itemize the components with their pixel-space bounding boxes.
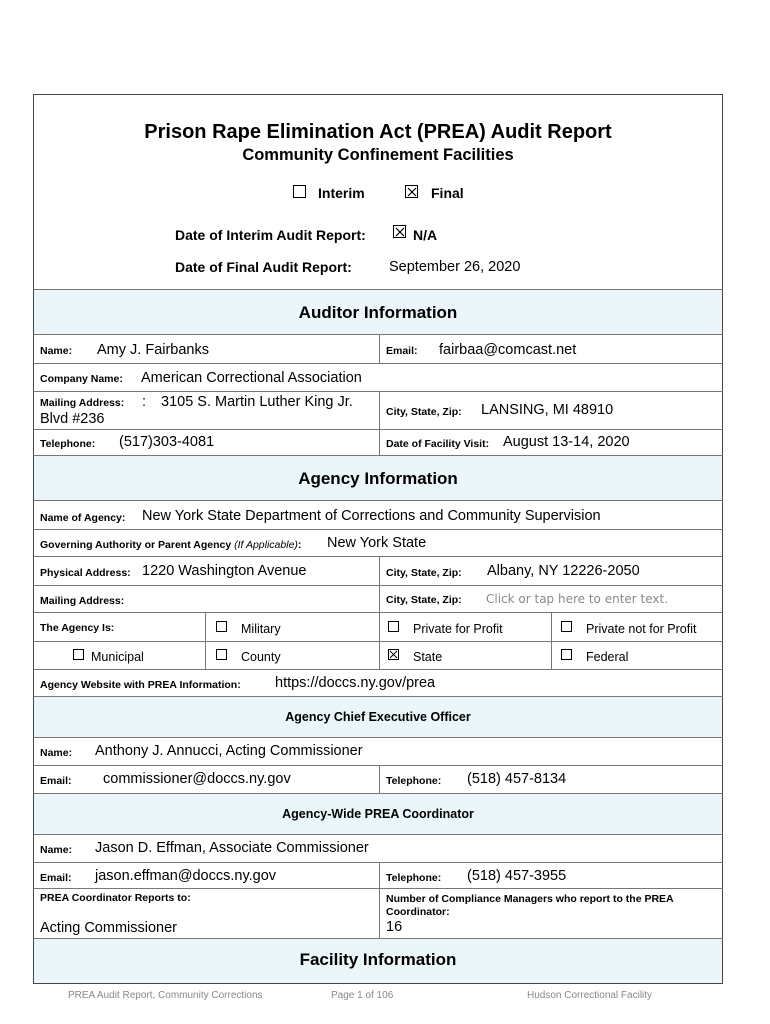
- na-checkbox[interactable]: [393, 225, 406, 238]
- divider: [33, 556, 723, 557]
- final-date-label: Date of Final Audit Report:: [175, 259, 352, 275]
- report-subtitle: Community Confinement Facilities: [242, 146, 514, 164]
- reports-to[interactable]: Acting Commissioner: [40, 920, 177, 936]
- coordinator-email-label: Email:: [40, 872, 72, 884]
- ceo-name[interactable]: Anthony J. Annucci, Acting Commissioner: [95, 743, 363, 759]
- divider: [33, 641, 723, 642]
- col-divider: [379, 391, 380, 455]
- physical-address[interactable]: 1220 Washington Avenue: [142, 563, 307, 579]
- coordinator-email[interactable]: jason.effman@doccs.ny.gov: [95, 868, 277, 884]
- managers-label-2: Coordinator:: [386, 906, 450, 918]
- managers-label-1: Number of Compliance Managers who report to the PREA: [386, 893, 674, 905]
- divider: [33, 391, 723, 392]
- footer-right: Hudson Correctional Facility: [527, 990, 653, 1001]
- auditor-csz-label: City, State, Zip:: [386, 406, 462, 418]
- final-label: Final: [431, 185, 464, 201]
- private-profit-checkbox[interactable]: [388, 621, 399, 632]
- reports-to-label: PREA Coordinator Reports to:: [40, 892, 191, 904]
- mail-csz-input[interactable]: Click or tap here to enter text.: [486, 592, 669, 606]
- auditor-name[interactable]: Amy J. Fairbanks: [97, 342, 209, 358]
- gov-authority-note: (If Applicable): [234, 539, 298, 551]
- interim-checkbox[interactable]: [293, 185, 306, 198]
- facility-section-title: Facility Information: [299, 950, 457, 969]
- website-label: Agency Website with PREA Information:: [40, 679, 241, 691]
- mailing-line1[interactable]: 3105 S. Martin Luther King Jr.: [161, 394, 353, 410]
- divider: [33, 669, 723, 670]
- agency-website[interactable]: https://doccs.ny.gov/prea: [275, 675, 436, 691]
- mailing-label: Mailing Address:: [40, 397, 125, 409]
- final-checkbox[interactable]: [405, 185, 418, 198]
- mailing-address-label: Mailing Address:: [40, 595, 125, 607]
- municipal-checkbox[interactable]: [73, 649, 84, 660]
- divider: [33, 429, 723, 430]
- col-divider: [379, 765, 380, 793]
- footer-page-number: Page 1 of 106: [331, 990, 394, 1001]
- agency-section-title: Agency Information: [298, 469, 458, 488]
- auditor-name-label: Name:: [40, 345, 73, 357]
- col-divider: [551, 612, 552, 669]
- ceo-name-label: Name:: [40, 747, 73, 759]
- coordinator-phone[interactable]: (518) 457-3955: [467, 868, 567, 884]
- col-divider: [379, 556, 380, 612]
- auditor-phone[interactable]: (517)303-4081: [119, 434, 215, 450]
- gov-authority-label-text: Governing Authority or Parent Agency: [40, 539, 232, 551]
- check-x-icon: [388, 649, 399, 660]
- footer-left: PREA Audit Report, Community Corrections: [68, 990, 263, 1001]
- col-divider: [379, 612, 380, 669]
- coordinator-section-title: Agency-Wide PREA Coordinator: [282, 807, 474, 821]
- interim-date-value: N/A: [413, 227, 438, 243]
- divider: [33, 765, 723, 766]
- municipal-label: Municipal: [91, 650, 144, 664]
- divider: [33, 334, 723, 335]
- state-checkbox[interactable]: [388, 649, 399, 660]
- ceo-phone[interactable]: (518) 457-8134: [467, 771, 567, 787]
- company-label: Company Name:: [40, 373, 123, 385]
- federal-label: Federal: [586, 650, 629, 664]
- ceo-section-title: Agency Chief Executive Officer: [285, 710, 471, 724]
- gov-authority[interactable]: New York State: [327, 535, 427, 551]
- divider: [33, 862, 723, 863]
- divider: [33, 500, 723, 501]
- mailing-line2[interactable]: Blvd #236: [40, 411, 105, 427]
- divider: [33, 888, 723, 889]
- col-divider: [379, 862, 380, 938]
- final-date-value: September 26, 2020: [389, 259, 521, 275]
- military-label: Military: [241, 622, 281, 636]
- interim-date-label: Date of Interim Audit Report:: [175, 227, 366, 243]
- federal-checkbox[interactable]: [561, 649, 572, 660]
- agency-csz[interactable]: Albany, NY 12226-2050: [487, 563, 640, 579]
- check-x-icon: [394, 226, 407, 239]
- company-name[interactable]: American Correctional Association: [141, 370, 362, 386]
- mail-csz-label: City, State, Zip:: [386, 594, 462, 606]
- private-nonprofit-label: Private not for Profit: [586, 622, 697, 636]
- coordinator-name-label: Name:: [40, 844, 73, 856]
- interim-label: Interim: [318, 185, 365, 201]
- ceo-phone-label: Telephone:: [386, 775, 442, 787]
- agency-name[interactable]: New York State Department of Corrections and Community Supervision: [142, 508, 601, 524]
- county-checkbox[interactable]: [216, 649, 227, 660]
- managers-count[interactable]: 16: [386, 919, 403, 935]
- auditor-email-label: Email:: [386, 345, 418, 357]
- gov-authority-colon: :: [297, 539, 302, 551]
- gov-authority-label: [40, 539, 301, 551]
- coordinator-name[interactable]: Jason D. Effman, Associate Commissioner: [95, 840, 369, 856]
- coordinator-phone-label: Telephone:: [386, 872, 442, 884]
- divider: [33, 529, 723, 530]
- check-x-icon: [406, 186, 419, 199]
- auditor-phone-label: Telephone:: [40, 438, 96, 450]
- divider: [33, 363, 723, 364]
- auditor-csz[interactable]: LANSING, MI 48910: [481, 402, 614, 418]
- divider: [33, 585, 723, 586]
- report-title: Prison Rape Elimination Act (PREA) Audit Report: [144, 121, 612, 143]
- visit-date-label: Date of Facility Visit:: [386, 438, 490, 450]
- col-divider: [205, 612, 206, 669]
- auditor-section-title: Auditor Information: [298, 303, 458, 322]
- col-divider: [379, 334, 380, 363]
- private-nonprofit-checkbox[interactable]: [561, 621, 572, 632]
- private-profit-label: Private for Profit: [413, 622, 503, 636]
- divider: [33, 834, 723, 835]
- divider: [33, 737, 723, 738]
- county-label: County: [241, 650, 281, 664]
- visit-date[interactable]: August 13-14, 2020: [503, 434, 630, 450]
- auditor-email[interactable]: fairbaa@comcast.net: [439, 342, 577, 358]
- agency-name-label: Name of Agency:: [40, 512, 126, 524]
- physical-address-label: Physical Address:: [40, 567, 131, 579]
- state-label: State: [413, 650, 443, 664]
- military-checkbox[interactable]: [216, 621, 227, 632]
- divider: [33, 612, 723, 613]
- ceo-email[interactable]: commissioner@doccs.ny.gov: [103, 771, 291, 787]
- ceo-email-label: Email:: [40, 775, 72, 787]
- agency-csz-label: City, State, Zip:: [386, 567, 462, 579]
- agency-type-label: The Agency Is:: [40, 622, 115, 634]
- mailing-colon: :: [142, 394, 147, 410]
